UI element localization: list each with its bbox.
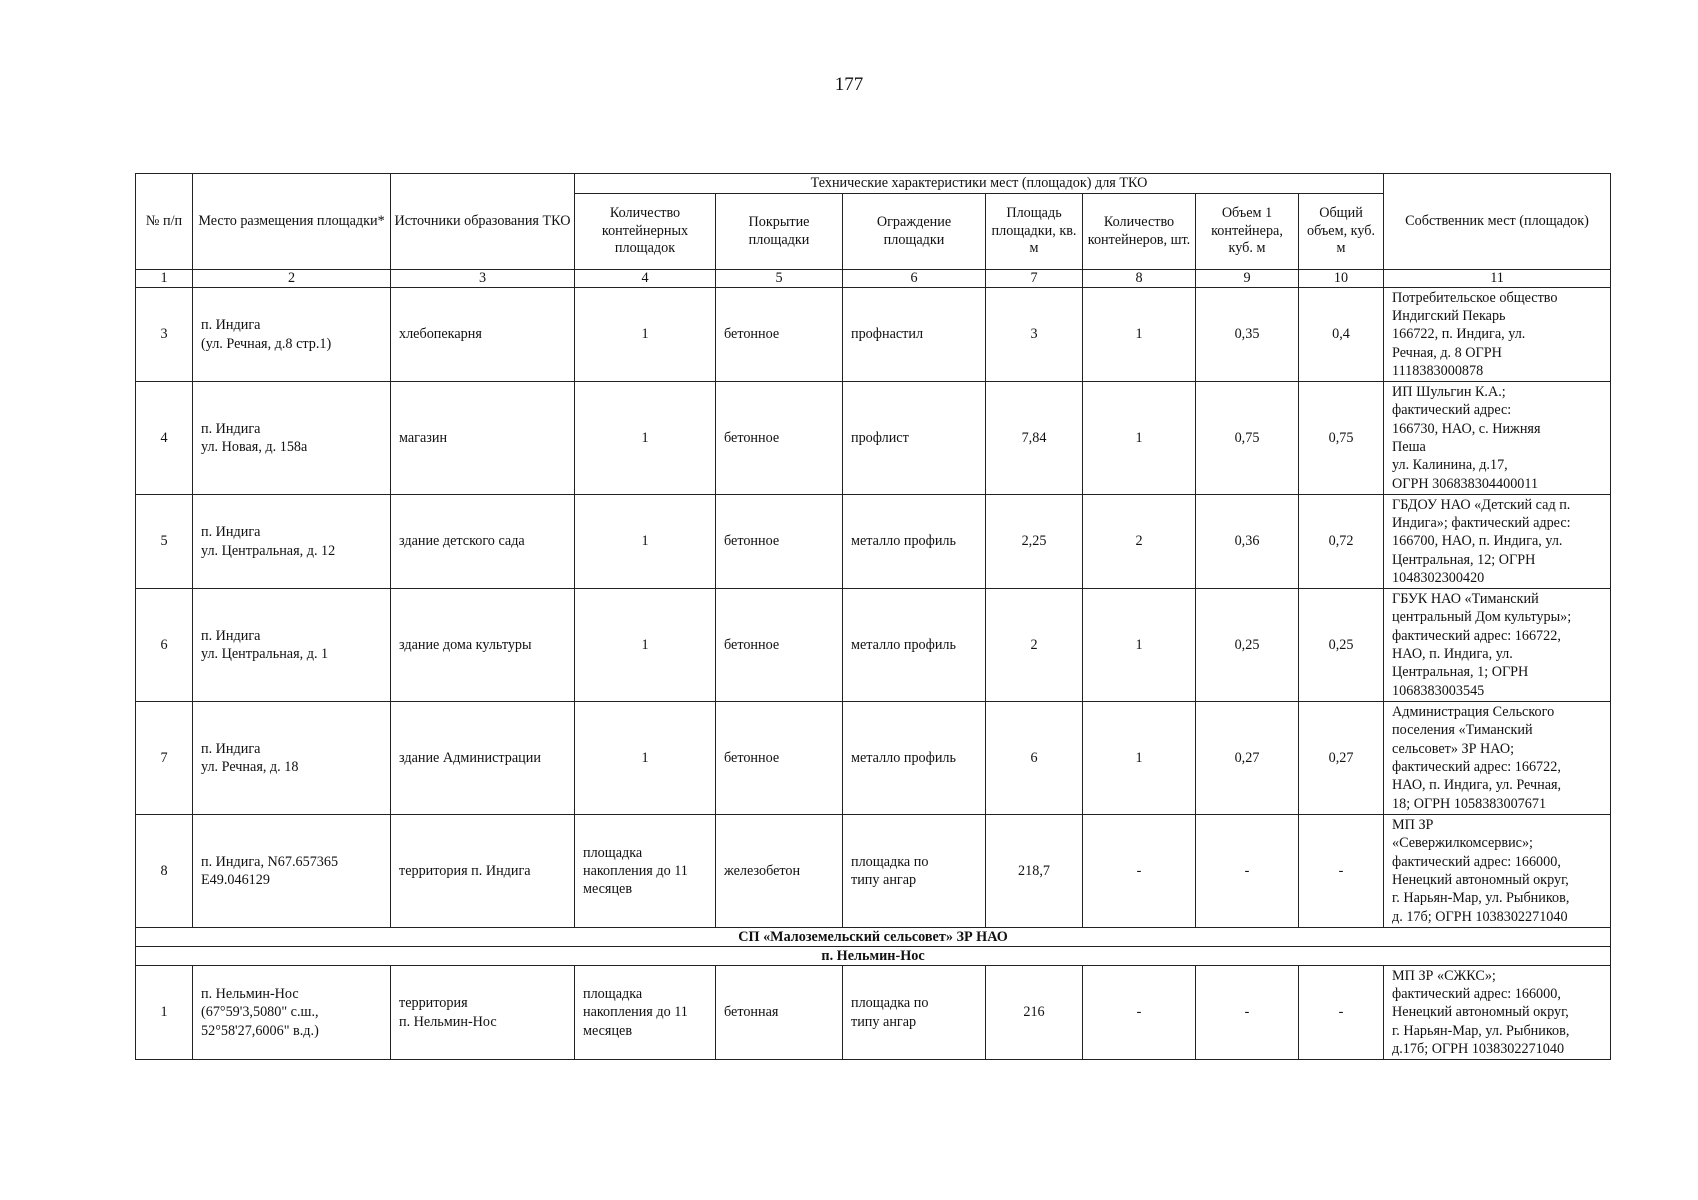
col-number-11: 11	[1384, 270, 1611, 288]
cell-cover: бетонное	[716, 589, 843, 702]
col-number-6: 6	[843, 270, 986, 288]
cell-number: 7	[136, 702, 193, 815]
cell-cover: бетонная	[716, 966, 843, 1060]
header-col-11: Собственник мест (площадок)	[1384, 174, 1611, 270]
cell-area: 6	[986, 702, 1083, 815]
cell-volume-total: -	[1299, 966, 1384, 1060]
cell-source: территория п. Нельмин-Нос	[391, 966, 575, 1060]
col-number-3: 3	[391, 270, 575, 288]
header-col-4: Количество контейнерных площадок	[575, 194, 716, 270]
cell-number: 1	[136, 966, 193, 1060]
col-number-5: 5	[716, 270, 843, 288]
header-col-6: Ограждение площадки	[843, 194, 986, 270]
cell-owner: ГБУК НАО «Тиманский центральный Дом культуры»; фактический адрес: 166722, НАО, п. Индига, ул. Центральная, 1; ОГРН 1068383003545	[1384, 589, 1611, 702]
cell-cover: бетонное	[716, 495, 843, 589]
cell-area: 2,25	[986, 495, 1083, 589]
table-row	[136, 815, 1611, 928]
page-number: 177	[834, 74, 864, 95]
cell-cover: железобетон	[716, 815, 843, 928]
cell-count: 1	[575, 288, 716, 382]
cell-volume-total: 0,27	[1299, 702, 1384, 815]
cell-source: здание Администрации	[391, 702, 575, 815]
col-number-2: 2	[193, 270, 391, 288]
cell-source: территория п. Индига	[391, 815, 575, 928]
cell-volume-one: -	[1196, 966, 1299, 1060]
cell-fence: металло профиль	[843, 589, 986, 702]
cell-containers: 1	[1083, 702, 1196, 815]
cell-volume-total: -	[1299, 815, 1384, 928]
table-row	[136, 589, 1611, 702]
header-col-1: № п/п	[136, 174, 193, 270]
cell-fence: металло профиль	[843, 702, 986, 815]
cell-area: 218,7	[986, 815, 1083, 928]
col-number-8: 8	[1083, 270, 1196, 288]
header-col-10: Общий объем, куб. м	[1299, 194, 1384, 270]
cell-volume-one: 0,27	[1196, 702, 1299, 815]
header-col-9: Объем 1 контейнера, куб. м	[1196, 194, 1299, 270]
cell-fence: площадка по типу ангар	[843, 815, 986, 928]
cell-source: здание дома культуры	[391, 589, 575, 702]
cell-cover: бетонное	[716, 382, 843, 495]
cell-place: п. Нельмин-Нос (67°59'3,5080" с.ш., 52°58'27,6006" в.д.)	[193, 966, 391, 1060]
cell-cover: бетонное	[716, 702, 843, 815]
cell-source: здание детского сада	[391, 495, 575, 589]
cell-volume-total: 0,25	[1299, 589, 1384, 702]
cell-number: 5	[136, 495, 193, 589]
cell-area: 7,84	[986, 382, 1083, 495]
cell-count: 1	[575, 495, 716, 589]
cell-fence: металло профиль	[843, 495, 986, 589]
cell-place: п. Индига ул. Речная, д. 18	[193, 702, 391, 815]
cell-containers: -	[1083, 815, 1196, 928]
header-col-5: Покрытие площадки	[716, 194, 843, 270]
cell-volume-one: -	[1196, 815, 1299, 928]
cell-number: 4	[136, 382, 193, 495]
table-row	[136, 495, 1611, 589]
cell-area: 2	[986, 589, 1083, 702]
cell-place: п. Индига ул. Новая, д. 158а	[193, 382, 391, 495]
cell-containers: 1	[1083, 589, 1196, 702]
col-number-7: 7	[986, 270, 1083, 288]
section-title: СП «Малоземельский сельсовет» ЗР НАО	[136, 928, 1611, 947]
cell-volume-one: 0,25	[1196, 589, 1299, 702]
cell-owner: Потребительское общество Индигский Пекарь 166722, п. Индига, ул. Речная, д. 8 ОГРН 1118383000878	[1384, 288, 1611, 382]
cell-containers: 1	[1083, 288, 1196, 382]
cell-place: п. Индига ул. Центральная, д. 12	[193, 495, 391, 589]
cell-fence: профлист	[843, 382, 986, 495]
col-number-10: 10	[1299, 270, 1384, 288]
header-group-tech: Технические характеристики мест (площадок) для ТКО	[575, 174, 1384, 194]
cell-fence: профнастил	[843, 288, 986, 382]
cell-volume-one: 0,75	[1196, 382, 1299, 495]
table-row	[136, 382, 1611, 495]
cell-owner: ГБДОУ НАО «Детский сад п. Индига»; фактический адрес: 166700, НАО, п. Индига, ул. Центральная, 12; ОГРН 1048302300420	[1384, 495, 1611, 589]
table-row	[136, 702, 1611, 815]
header-col-8: Количество контейнеров, шт.	[1083, 194, 1196, 270]
table-row	[136, 288, 1611, 382]
cell-source: магазин	[391, 382, 575, 495]
cell-owner: МП ЗР «СЖКС»; фактический адрес: 166000, Ненецкий автономный округ, г. Нарьян-Мар, ул. Рыбников, д.17б; ОГРН 1038302271040	[1384, 966, 1611, 1060]
cell-place: п. Индига (ул. Речная, д.8 стр.1)	[193, 288, 391, 382]
cell-source: хлебопекарня	[391, 288, 575, 382]
cell-volume-one: 0,35	[1196, 288, 1299, 382]
cell-count: 1	[575, 589, 716, 702]
header-col-2: Место размещения площадки*	[193, 174, 391, 270]
cell-volume-total: 0,72	[1299, 495, 1384, 589]
cell-containers: 1	[1083, 382, 1196, 495]
cell-containers: -	[1083, 966, 1196, 1060]
cell-containers: 2	[1083, 495, 1196, 589]
cell-volume-total: 0,4	[1299, 288, 1384, 382]
cell-place: п. Индига ул. Центральная, д. 1	[193, 589, 391, 702]
cell-number: 3	[136, 288, 193, 382]
cell-area: 3	[986, 288, 1083, 382]
cell-owner: Администрация Сельского поселения «Тиманский сельсовет» ЗР НАО; фактический адрес: 166722, НАО, п. Индига, ул. Речная, 18; ОГРН 1058383007671	[1384, 702, 1611, 815]
header-col-3: Источники образования ТКО	[391, 174, 575, 270]
col-number-9: 9	[1196, 270, 1299, 288]
cell-volume-one: 0,36	[1196, 495, 1299, 589]
cell-number: 8	[136, 815, 193, 928]
cell-area: 216	[986, 966, 1083, 1060]
cell-count: площадка накопления до 11 месяцев	[575, 815, 716, 928]
cell-count: площадка накопления до 11 месяцев	[575, 966, 716, 1060]
table-row	[136, 966, 1611, 1060]
header-col-7: Площадь площадки, кв. м	[986, 194, 1083, 270]
subsection-title: п. Нельмин-Нос	[136, 947, 1611, 966]
cell-fence: площадка по типу ангар	[843, 966, 986, 1060]
cell-owner: МП ЗР «Севержилкомсервис»; фактический адрес: 166000, Ненецкий автономный округ, г. Нарьян-Мар, ул. Рыбников, д. 17б; ОГРН 1038302271040	[1384, 815, 1611, 928]
cell-number: 6	[136, 589, 193, 702]
cell-volume-total: 0,75	[1299, 382, 1384, 495]
col-number-4: 4	[575, 270, 716, 288]
waste-sites-table	[135, 173, 1611, 1060]
cell-count: 1	[575, 382, 716, 495]
col-number-1: 1	[136, 270, 193, 288]
cell-cover: бетонное	[716, 288, 843, 382]
cell-count: 1	[575, 702, 716, 815]
cell-owner: ИП Шульгин К.А.; фактический адрес: 166730, НАО, с. Нижняя Пеша ул. Калинина, д.17, ОГРН 306838304400011	[1384, 382, 1611, 495]
cell-place: п. Индига, N67.657365 E49.046129	[193, 815, 391, 928]
